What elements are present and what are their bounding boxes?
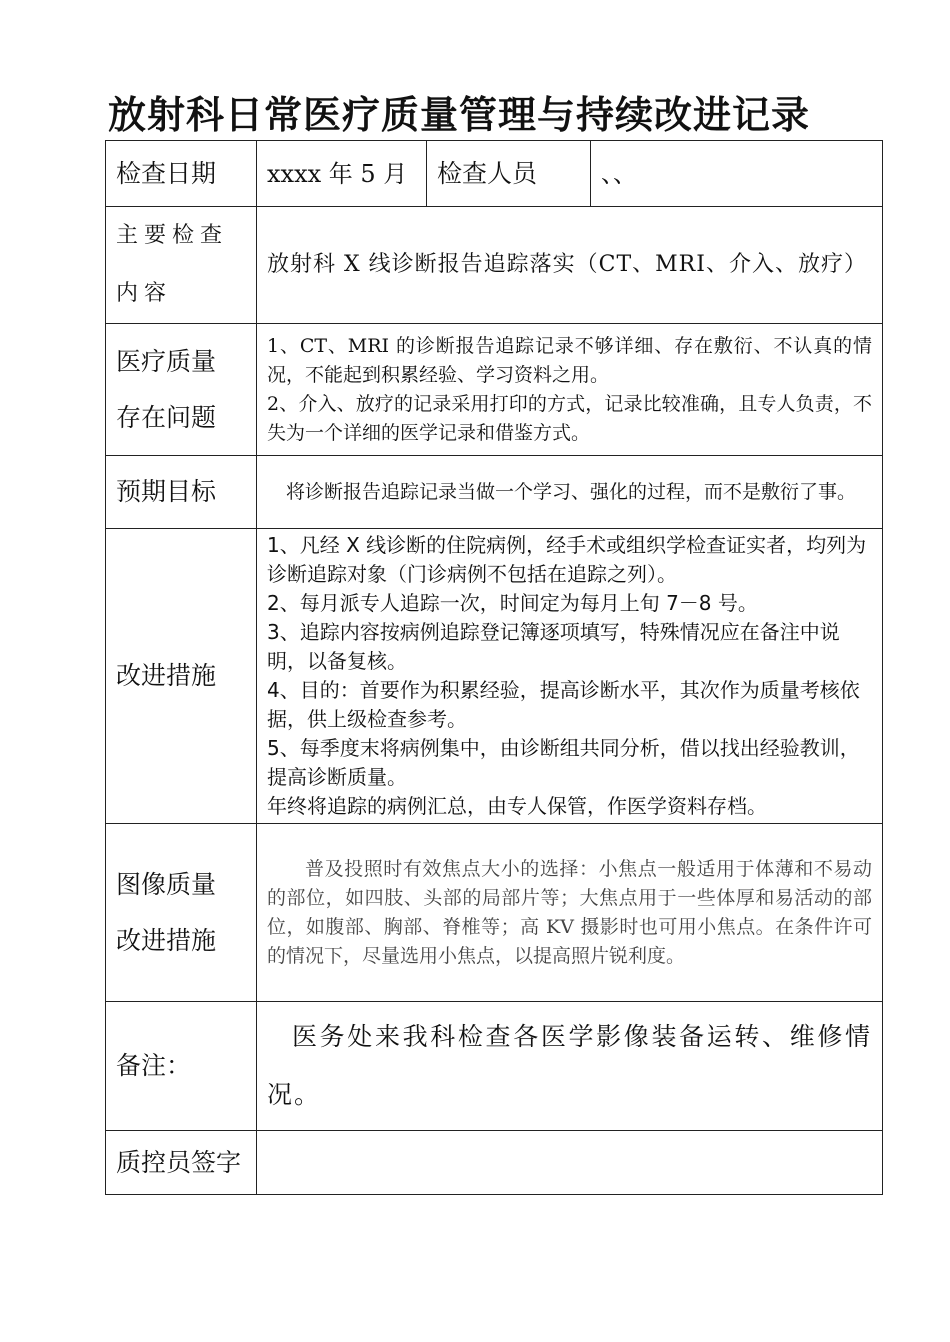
problem-label-line2: 存在问题 [116,402,217,432]
goal-label: 预期目标 [106,456,257,529]
row-remarks [106,1002,883,1131]
inspector-label: 检查人员 [427,141,591,207]
problem-label [106,324,257,456]
problem-item: 1、CT、MRI 的诊断报告追踪记录不够详细、存在敷衍、不认真的情况，不能起到积累经验、学习资料之用。 [267,334,872,386]
measure-item: 5、每季度末将病例集中，由诊断组共同分析，借以找出经验教训，提高诊断质量。 [267,736,860,789]
content-value: 放射科 X 线诊断报告追踪落实（CT、MRI、介入、放疗） [257,207,883,324]
content-label: 主要检查内容 [106,207,257,324]
image-value: 普及投照时有效焦点大小的选择：小焦点一般适用于体薄和不易动的部位，如四肢、头部的局部片等；大焦点用于一些体厚和易活动的部位，如腹部、胸部、脊椎等；高 KV 摄影时也可用小焦点。在条件许可的情况下，尽量选用小焦点，以提高照片锐利度。 [267,857,872,967]
problem-cell [257,324,883,456]
measure-item: 2、每月派专人追踪一次，时间定为每月上旬 7－8 号。 [267,591,758,615]
goal-value: 将诊断报告追踪记录当做一个学习、强化的过程，而不是敷衍了事。 [286,480,857,503]
measures-cell [257,529,883,824]
row-goal [106,456,883,529]
image-label [106,824,257,1002]
measure-item: 年终将追踪的病例汇总，由专人保管，作医学资料存档。 [267,794,767,818]
signature-label: 质控员签字 [106,1131,257,1195]
signature-field[interactable] [257,1131,883,1195]
remarks-cell [257,1002,883,1131]
date-value: xxxx 年 5 月 [257,141,427,207]
row-problems [106,324,883,456]
problem-label-line1: 医疗质量 [116,346,217,376]
image-label-line1: 图像质量 [116,869,217,899]
page-title: 放射科日常医疗质量管理与持续改进记录 [108,93,811,137]
problem-item: 2、介入、放疗的记录采用打印的方式，记录比较准确，且专人负责，不失为一个详细的医学记录和借鉴方式。 [267,392,872,444]
image-label-line2: 改进措施 [116,925,217,955]
quality-record-table [105,140,883,1195]
measure-item: 1、凡经 X 线诊断的住院病例，经手术或组织学检查证实者，均列为诊断追踪对象（门诊病例不包括在追踪之列）。 [267,533,867,586]
goal-cell [257,456,883,529]
measures-label: 改进措施 [106,529,257,824]
remarks-label: 备注： [106,1002,257,1131]
date-label: 检查日期 [106,141,257,207]
row-signature [106,1131,883,1195]
row-content [106,207,883,324]
row-image-quality [106,824,883,1002]
row-measures [106,529,883,824]
measure-item: 4、目的：首要作为积累经验，提高诊断水平，其次作为质量考核依据，供上级检查参考。 [267,678,860,731]
image-cell [257,824,883,1002]
inspector-value: 、、 [591,141,883,207]
measure-item: 3、追踪内容按病例追踪登记簿逐项填写，特殊情况应在备注中说明，以备复核。 [267,620,840,673]
row-date [106,141,883,207]
remarks-value: 医务处来我科检查各医学影像装备运转、维修情况。 [267,1022,872,1109]
